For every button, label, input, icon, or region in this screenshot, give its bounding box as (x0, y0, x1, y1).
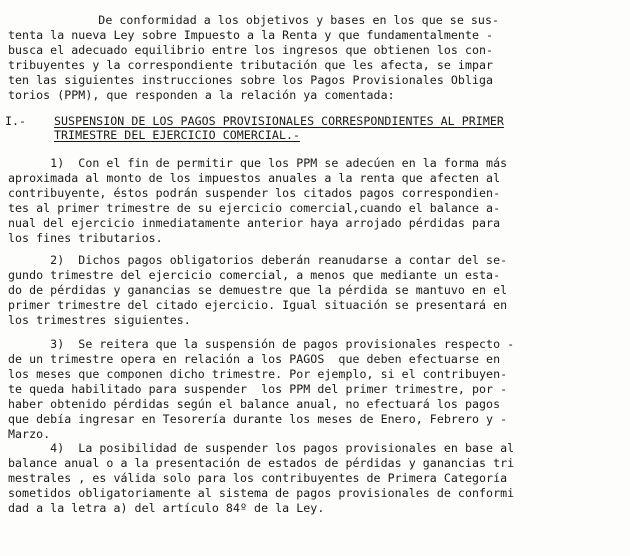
intro-line: busca el adecuado equilibrio entre los ingresos que obtienen los con- (8, 43, 494, 57)
paragraph-line: aproximada al monto de los impuestos anuales a la renta que afecten al (8, 171, 501, 185)
paragraph-line: los fines tributarios. (8, 231, 163, 245)
paragraph-line: mestrales , es válida solo para los contribuyentes de Primera Categoría (8, 471, 508, 485)
paragraph-line: 4) La posibilidad de suspender los pagos provisionales en base al (8, 441, 515, 455)
intro-line: tribuyentes y la correspondiente tributación que les afecta, se impar (8, 58, 494, 72)
paragraph-line: sometidos obligatoriamente al sistema de pagos provisionales de conformi (8, 486, 515, 500)
paragraph-line: do de pérdidas y ganancias se demuestre que la pérdida se mantuvo en el (8, 283, 508, 297)
paragraph-line: gundo trimestre del ejercicio comercial, a menos que mediante un esta- (8, 268, 501, 282)
section-number: I.- (5, 114, 26, 128)
paragraph-line: balance anual o a la presentación de estados de pérdidas y ganancias tri (8, 456, 515, 470)
paragraph-line: 3) Se reitera que la suspensión de pagos provisionales respecto - (8, 337, 515, 351)
paragraph-line: que debía ingresar en Tesorería durante los meses de Enero, Febrero y - (8, 412, 508, 426)
intro-line: ten las siguientes instrucciones sobre los Pagos Provisionales Obliga (8, 73, 494, 87)
paragraph-line: los meses que componen dicho trimestre. Por ejemplo, si el contribuyen- (8, 367, 508, 381)
intro-line: De conformidad a los objetivos y bases en los que se sus- (28, 13, 500, 27)
paragraph-line: haber obtenido pérdidas según el balance anual, no efectuará los pagos (8, 397, 501, 411)
paragraph-line: primer trimestre del citado ejercicio. Igual situación se presentará en (8, 298, 508, 312)
paragraph-line: dad a la letra a) del artículo 84º de la Ley. (8, 501, 325, 515)
paragraph-line: de un trimestre opera en relación a los PAGOS que deben efectuarse en (8, 352, 501, 366)
paragraph-line: los trimestres siguientes. (8, 313, 191, 327)
paragraph-line: Marzo. (8, 427, 51, 441)
section-title-line: SUSPENSION DE LOS PAGOS PROVISIONALES CORRESPONDIENTES AL PRIMER (54, 114, 504, 128)
intro-line: tenta la nueva Ley sobre Impuesto a la Renta y que fundamentalmente - (8, 28, 494, 42)
paragraph-line: 2) Dichos pagos obligatorios deberán reanudarse a contar del se- (8, 253, 508, 267)
paragraph-line: tes al primer trimestre de su ejercicio comercial,cuando el balance a- (8, 201, 501, 215)
paragraph-line: 1) Con el fin de permitir que los PPM se adecúen en la forma más (8, 156, 508, 170)
paragraph-line: contribuyente, éstos podrán suspender los citados pagos correspondien- (8, 186, 501, 200)
paragraph-line: nual del ejercicio inmediatamente anterior haya arrojado pérdidas para (8, 216, 501, 230)
paragraph-line: te queda habilitado para suspender los PPM del primer trimestre, por - (8, 382, 508, 396)
section-title-line: TRIMESTRE DEL EJERCICIO COMERCIAL.- (54, 128, 301, 142)
intro-line: torios (PPM), que responden a la relación ya comentada: (8, 88, 395, 102)
